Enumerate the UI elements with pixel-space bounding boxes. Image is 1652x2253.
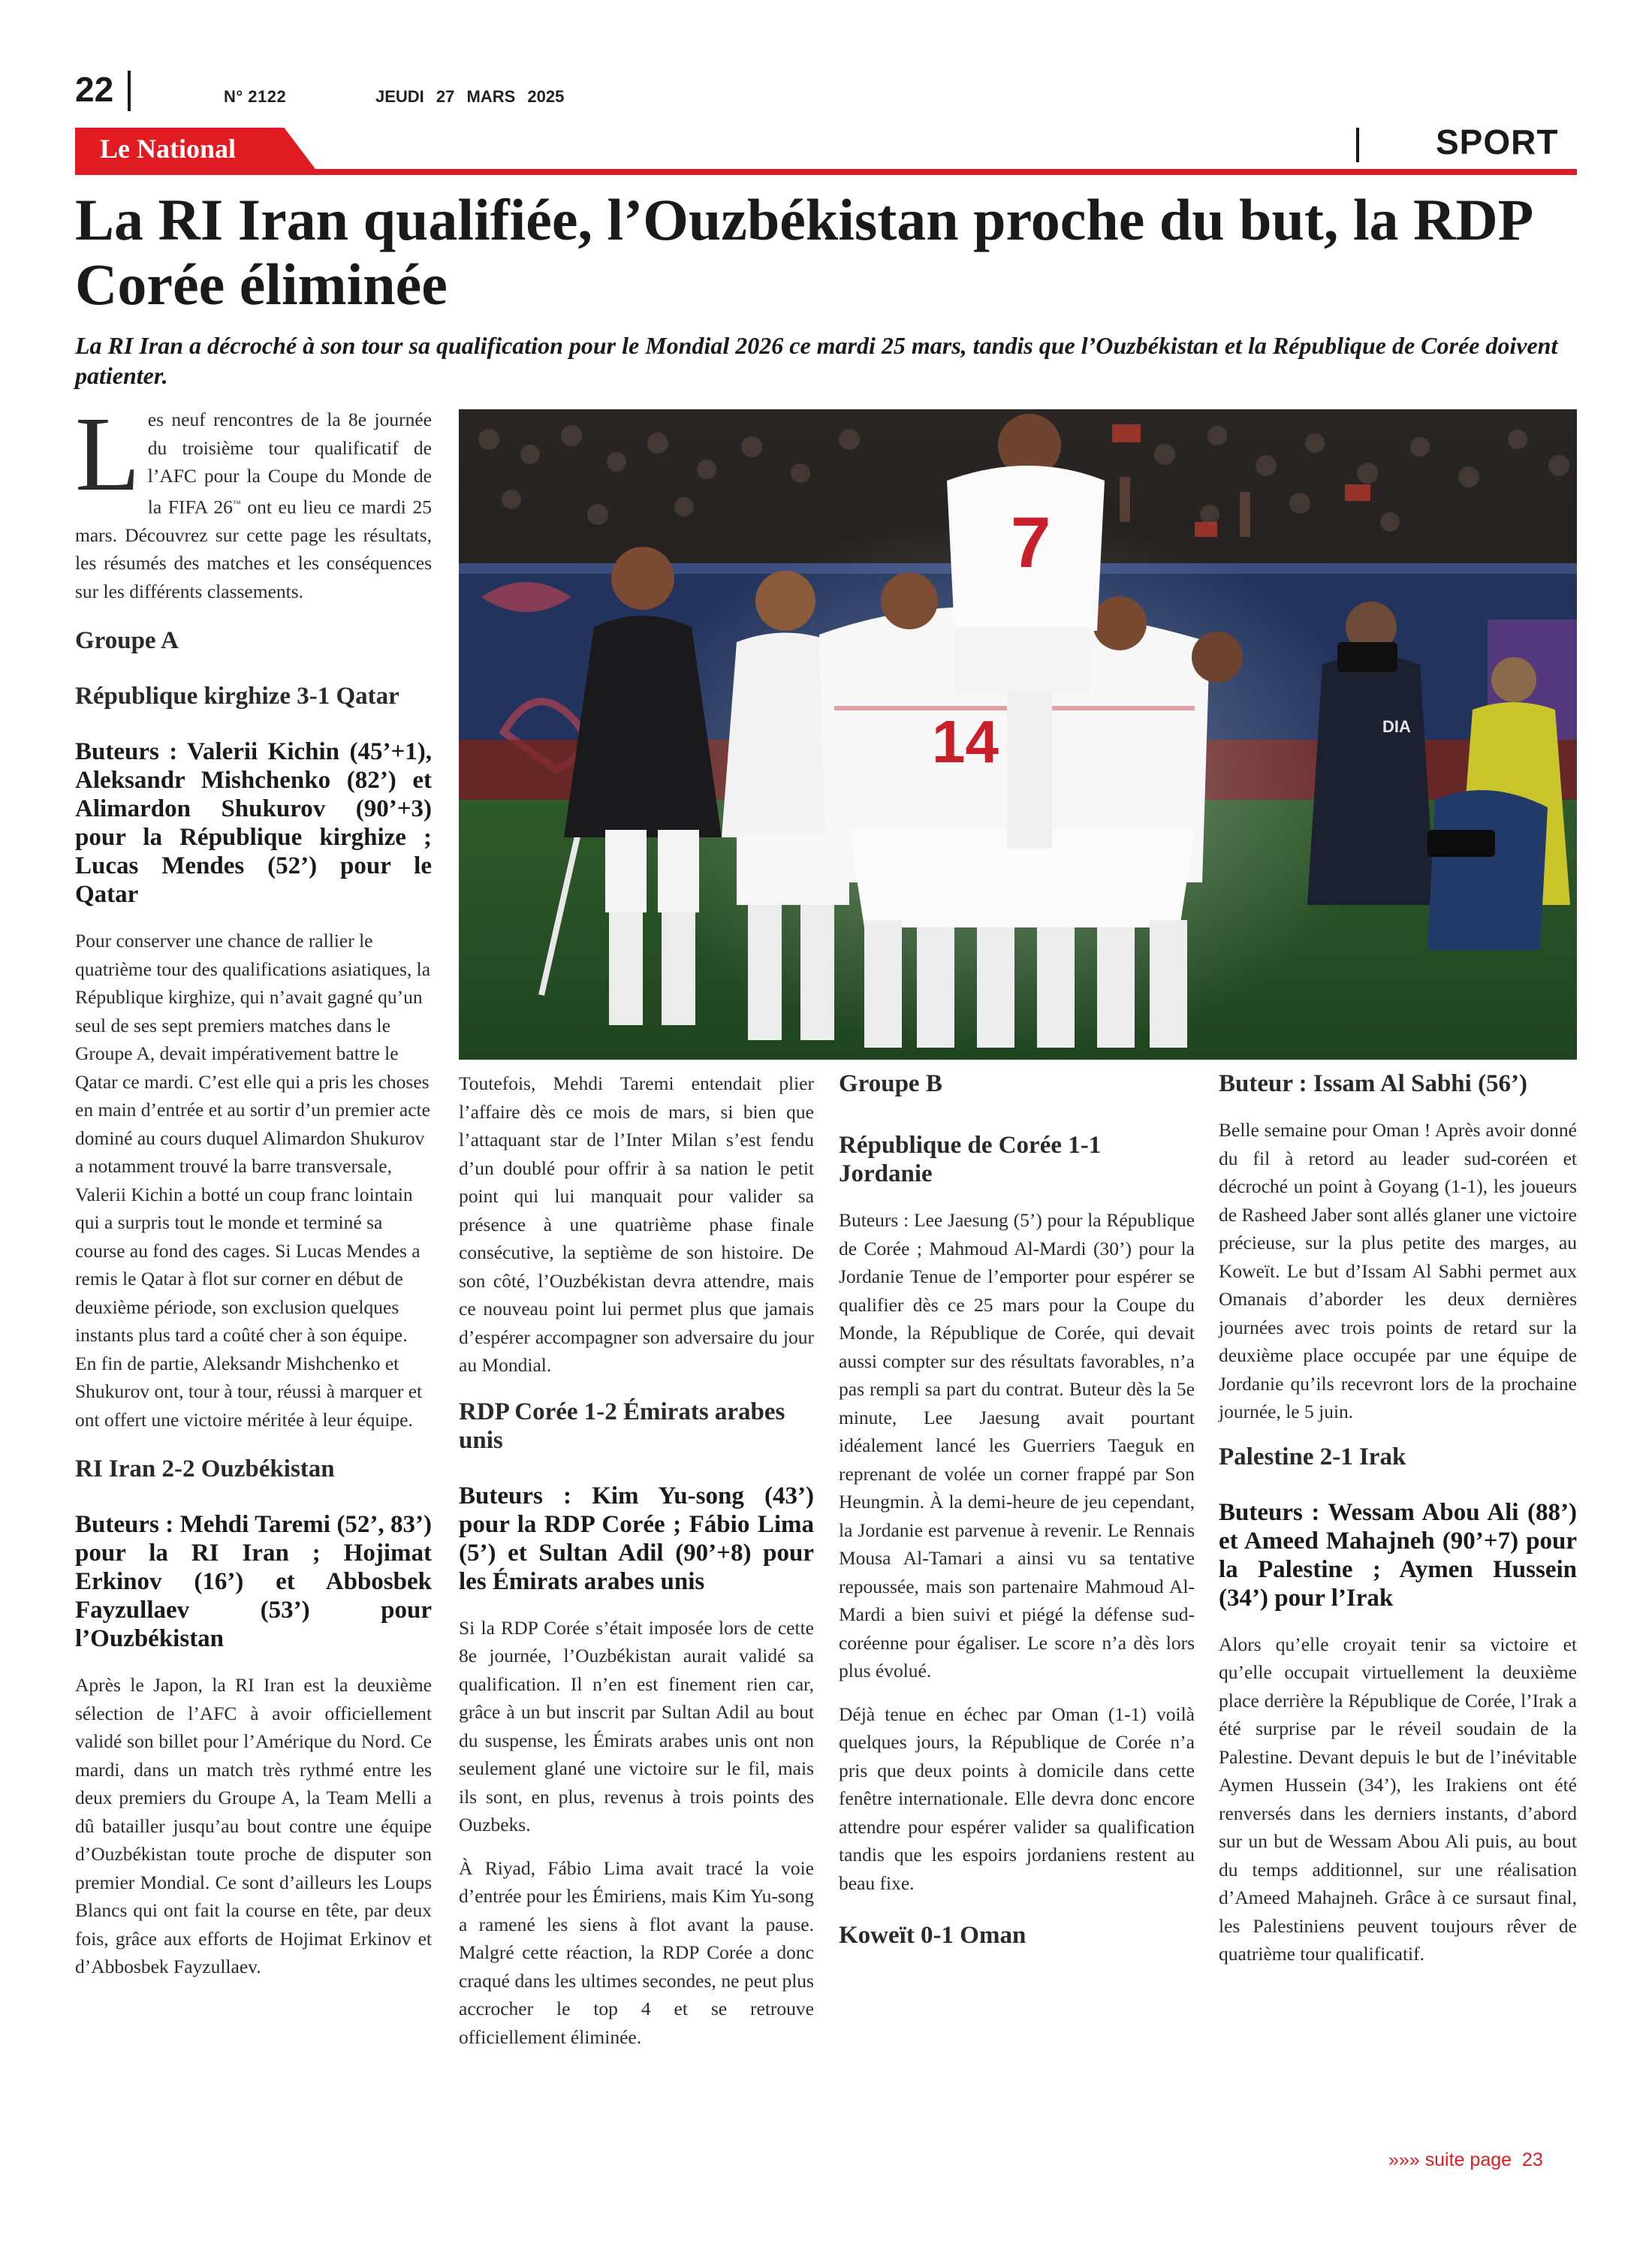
match-scorers-palestine-irak: Buteurs : Wessam Abou Ali (88’) et Ameed Mahajneh (90’+7) pour la Palestine ; Aymen Hussein (34’) pour l’Irak	[1219, 1498, 1577, 1612]
match-report-coree-jordanie-part2: Déjà tenue en échec par Oman (1-1) voilà quelques jours, la République de Corée n’a pris que deux points à domicile dans cette fenêtre internationale. Elle devra donc encore attendre pour espérer valider sa qualification tandis que les espoirs jordaniens restent au beau fixe.	[839, 1703, 1195, 1894]
match-title-kirghize-qatar: République kirghize 3-1 Qatar	[75, 683, 399, 710]
column-2	[459, 1069, 814, 2066]
match-report-kirghize-qatar: Pour conserver une chance de rallier le quatrième tour des qualifications asiatiques, la République kirghize, qui n’avait gagné qu’un seul de ses sept premiers matches dans le Groupe A, devait impérativement battre le Qatar ce mardi. C’est elle qui a pris les choses en main d’entrée et au sortir d’un premier acte dominé au cours duquel Alimardon Shukurov a notamment trouvé la barre transversale, Valerii Kichin a botté un coup franc lointain qui a surpris tout le monde et terminé sa course au fond des cages. Si Lucas Mendes a remis le Qatar à flot sur corner en début de deuxième période, son exclusion quelques instants plus tard a coûté cher à son équipe. En fin de partie, Aleksandr Mishchenko et Shukurov ont, tour à tour, réussi à marquer et ont offert une victoire méritée à leur équipe.	[75, 930, 431, 1431]
article-standfirst: La RI Iran a décroché à son tour sa qualification pour le Mondial 2026 ce mardi 25 mars, tandis que l’Ouzbékistan et la République de Corée doivent patienter.	[75, 332, 1558, 389]
article-headline: La RI Iran qualifiée, l’Ouzbékistan proche du but, la RDP Corée éliminée	[75, 187, 1531, 317]
page-number-divider	[128, 71, 131, 111]
intro-paragraph: Les neuf rencontres de la 8e journée du troisième tour qualificatif de l’AFC pour la Coupe du Monde de la FIFA 26™ ont eu lieu ce mardi 25 mars. Découvrez sur cette page les résultats, les résumés des matches et les conséquences sur les différents classements.	[75, 394, 433, 602]
newspaper-brand: Le National	[100, 134, 237, 164]
match-report-rdp-coree-emirats-part2: À Riyad, Fábio Lima avait tracé la voie d’entrée pour les Émiriens, mais Kim Yu-song a ramené les siens à flot avant la pause. Malgré cette réaction, la RDP Corée a donc craqué dans les ultimes secondes, ne peut plus accrocher le top 4 et se retrouve officiellement éliminée.	[459, 1856, 814, 2048]
match-scorers-rdp-coree-emirats: Buteurs : Kim Yu-song (43’) pour la RDP Corée ; Fábio Lima (5’) et Sultan Adil (90’+8) pour les Émirats arabes unis	[459, 1482, 814, 1595]
header-rule	[75, 169, 1577, 175]
match-report-rdp-coree-emirats-part1: Si la RDP Corée s’était imposée lors de cette 8e journée, l’Ouzbékistan aurait validé sa qualification. Il n’en est finement rien car, grâce à un but inscrit par Sultan Adil au bout du suspense, les Émirats arabes unis ont non seulement glané une victoire sur le fil, mais ils sont, en plus, revenus à trois points des Ouzbeks.	[459, 1616, 814, 1835]
match-report-iran-ouzbekistan-part1: Après le Japon, la RI Iran est la deuxième sélection de l’AFC à avoir officiellement validé son billet pour l’Amérique du Nord. Ce mardi, dans un match très rythmé entre les deux premiers du Groupe A, la Team Melli a dû batailler jusqu’au bout contre une équipe d’Ouzbékistan toute proche de disputer son premier Mondial. Ce sont d’ailleurs les Loups Blancs qui ont fait la course en tête, par deux fois, grâce aux efforts de Hojimat Erkinov et d’Abbosbek Fayzullaev.	[75, 1674, 432, 1977]
section-label: SPORT	[1436, 122, 1559, 161]
group-a-heading: Groupe A	[75, 627, 179, 654]
group-b-heading: Groupe B	[839, 1070, 942, 1097]
column-3	[839, 1069, 1195, 1965]
match-title-iran-ouzbekistan: RI Iran 2-2 Ouzbékistan	[75, 1455, 335, 1482]
column-1	[75, 394, 433, 1996]
match-scorers-iran-ouzbekistan: Buteurs : Mehdi Taremi (52’, 83’) pour la RI Iran ; Hojimat Erkinov (16’) et Abbosbek Fayzullaev (53’) pour l’Ouzbékistan	[75, 1511, 432, 1652]
jersey-number: 7	[1011, 502, 1051, 583]
page-number: 22	[75, 70, 114, 109]
match-title-coree-jordanie: République de Corée 1-1 Jordanie	[839, 1132, 1102, 1187]
issue-date: JEUDI 27 MARS 2025	[375, 87, 565, 106]
match-title-palestine-irak: Palestine 2-1 Irak	[1219, 1443, 1406, 1470]
camera-icon	[1337, 642, 1397, 672]
board-text: DIA	[1382, 717, 1411, 736]
match-report-koweit-oman: Belle semaine pour Oman ! Après avoir donné du fil à retord au leader sud-coréen et décroché un point à Goyang (1-1), les joueurs de Rasheed Jaber sont allés glaner une victoire précieuse, sur la plus petite des marges, au Koweït. Le but d’Issam Al Sabhi permet aux Omanais d’aborder les deux dernières journées avec trois points de retard sur la deuxième place occupée par une équipe de Jordanie qu’ils recevront lors de la prochaine journée, le 5 juin.	[1219, 1119, 1577, 1422]
match-title-koweit-oman: Koweït 0-1 Oman	[839, 1922, 1026, 1949]
match-scorers-kirghize-qatar: Buteurs : Valerii Kichin (45’+1), Aleksandr Mishchenko (82’) et Alimardon Shukurov (90’+3) pour la République kirghize ; Lucas Mendes (52’) pour le Qatar	[75, 738, 432, 908]
match-report-palestine-irak: Alors qu’elle croyait tenir sa victoire et qu’elle occupait virtuellement la deuxième place derrière la République de Corée, l’Irak a été surprise par le réveil soudain de la Palestine. Devant depuis le but de l’inévitable Aymen Hussein (34’), les Irakiens ont été renversés dans les derniers instants, d’abord sur un but de Wessam Abou Ali puis, au bout du temps additionnel, sur une réalisation d’Ameed Mahajneh. Grâce à ce sursaut final, les Palestiniens peuvent toujours rêver de quatrième tour qualificatif.	[1219, 1633, 1577, 1965]
continued-on-page-link[interactable]: »»» suite page 23	[1388, 2149, 1543, 2170]
jersey-number-back: 14	[932, 708, 999, 775]
match-scorers-koweit-oman: Buteur : Issam Al Sabhi (56’)	[1219, 1070, 1528, 1097]
celebration-photo	[459, 409, 1577, 1060]
match-report-iran-ouzbekistan-part2: Toutefois, Mehdi Taremi entendait plier l’affaire dès ce mois de mars, si bien que l’attaquant star de l’Inter Milan s’est fendu d’un doublé pour offrir à sa nation le petit point qui lui manquait pour valider sa présence à une quatrième phase finale consécutive, la septième de son histoire. De son côté, l’Ouzbékistan devra attendre, mais ce nouveau point lui permet plus que jamais d’espérer accompagner son adversaire du jour au Mondial.	[459, 1072, 814, 1376]
match-title-rdp-coree-emirats: RDP Corée 1-2 Émirats arabes unis	[459, 1398, 785, 1454]
section-divider	[1356, 128, 1359, 162]
drop-cap: L	[75, 394, 140, 513]
celebration-illustration	[459, 409, 1577, 1060]
issue-number: N° 2122	[224, 87, 287, 106]
match-report-coree-jordanie-part1: Buteurs : Lee Jaesung (5’) pour la République de Corée ; Mahmoud Al-Mardi (30’) pour la Jordanie Tenue de l’emporter pour espérer se qualifier dès ce 25 mars pour la Coupe du Monde, la République de Corée, qui devait aussi compter sur des résultats favorables, n’a pas rempli sa part du contrat. Buteur dès la 5e minute, Lee Jaesung avait pourtant idéalement lancé les Guerriers Taeguk en reprenant de volée un corner frappé par Son Heungmin. À la demi-heure de jeu cependant, la Jordanie est parvenue à revenir. Le Rennais Mousa Al-Tamari a ainsi vu sa tentative repoussée, mais son partenaire Mahmoud Al-Mardi a bien suivi et piégé la défense sud-coréenne pour égaliser. Le score n’a dès lors plus évolué.	[839, 1209, 1195, 1681]
column-4	[1219, 1069, 1577, 1983]
